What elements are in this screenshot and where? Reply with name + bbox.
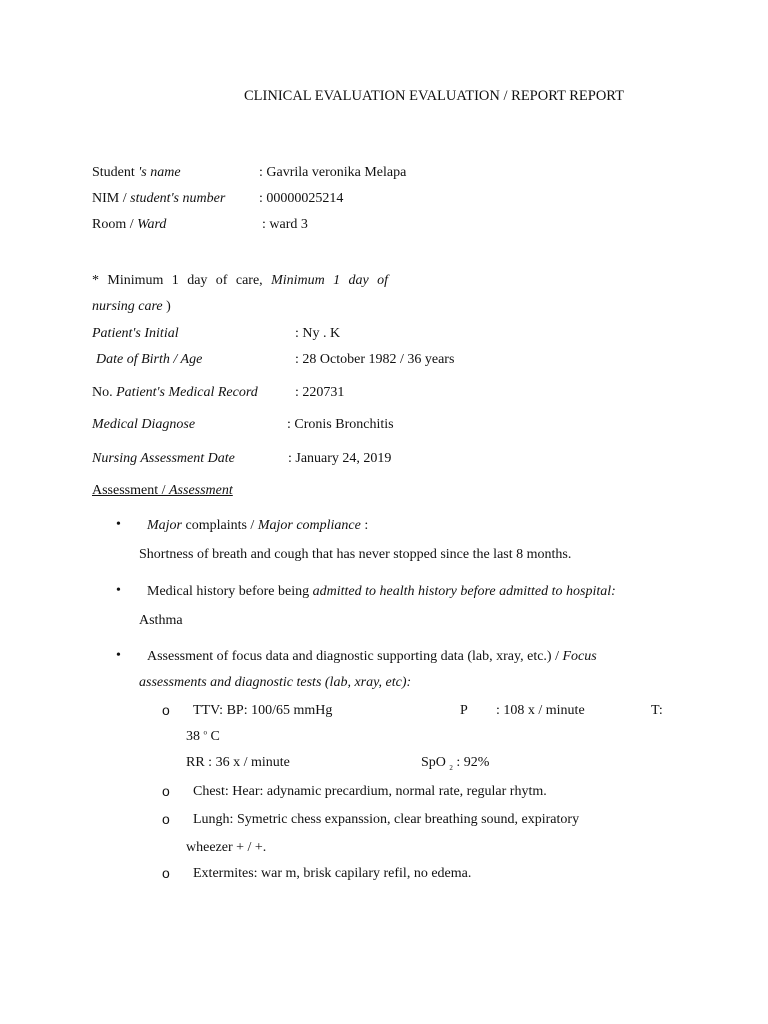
dob-label: Date of Birth / Age [96,352,203,367]
label-colon: : [360,518,369,533]
care-italic: nursing care [92,299,163,314]
sub-bullet-icon: o [162,783,170,799]
label-italic: student's number [130,191,226,206]
heading-italic: Assessment [169,483,233,498]
label-italic: Major compliance [257,518,361,533]
care-minimum-line1 [92,273,388,289]
label-italic: Focus [562,649,597,664]
temp-number: 38 [186,729,200,744]
label-italic: 's name [138,165,181,180]
lung-finding: Lungh: Symetric chess expanssion, clear breathing sound, expiratory [193,812,580,827]
spo-label: SpO [421,755,446,770]
student-name-label [92,164,181,182]
care-plain: * Minimum 1 day of care, [92,273,272,288]
student-name-value: : Gavrila veronika Melapa [259,165,407,180]
assessment-heading [92,482,233,500]
major-complaints-text: Shortness of breath and cough that has never stopped since the last 8 months. [139,547,572,562]
chest-finding: Chest: Hear: adynamic precardium, normal rate, regular rhytm. [193,784,547,799]
student-number-value: : 00000025214 [259,191,344,206]
sub-bullet-icon: o [162,702,170,718]
focus-assessment-label [147,648,597,666]
care-minimum-line2 [92,298,171,316]
bullet-icon: • [116,648,121,663]
heading-plain: Assessment / [92,483,169,498]
ttv-pulse-label: P [460,703,468,718]
spo-value: : 92% [452,755,490,770]
ttv-temp-value [186,728,220,746]
label-italic: Major [147,518,182,533]
care-italic: Minimum 1 day of [271,273,389,288]
focus-assessment-label-cont: assessments and diagnostic tests (lab, xray, etc): [139,675,412,690]
medical-diagnose-value: : Cronis Bronchitis [287,417,394,432]
label-plain: Room / [92,217,138,232]
label-plain: NIM / [92,191,131,206]
ttv-spo2 [421,754,489,772]
ttv-temp-label: T: [651,703,663,718]
room-value: : ward 3 [262,217,308,232]
temp-unit: C [210,729,220,744]
patient-initial-value: : Ny . K [295,326,341,341]
label-plain: Student [92,165,139,180]
lung-finding-cont: wheezer + / +. [186,840,267,855]
dob-value: : 28 October 1982 / 36 years [295,352,455,367]
label-plain: Medical history before being [147,584,313,599]
degree-superscript: o [203,728,207,737]
label-italic: admitted to health history before admitted to hospital: [312,584,616,599]
patient-initial-label: Patient's Initial [92,326,179,341]
major-complaints-label [147,517,368,535]
student-number-label [92,190,225,208]
label-italic: Ward [137,217,167,232]
label-plain: complaints / [182,518,258,533]
spo-subscript: 2 [449,763,453,772]
sub-bullet-icon: o [162,811,170,827]
assessment-date-label: Nursing Assessment Date [92,451,235,466]
medical-diagnose-label: Medical Diagnose [92,417,196,432]
medical-history-text: Asthma [139,613,183,628]
assessment-date-value: : January 24, 2019 [288,451,392,466]
label-italic: Patient's Medical Record [116,385,258,400]
ttv-rr: RR : 36 x / minute [186,755,290,770]
room-label [92,216,166,234]
medical-record-label [92,384,258,402]
ttv-bp: TTV: BP: 100/65 mmHg [193,703,333,718]
medical-history-label [147,583,616,601]
sub-bullet-icon: o [162,865,170,881]
ttv-pulse-value: : 108 x / minute [496,703,585,718]
label-plain: No. [92,385,117,400]
care-plain: ) [162,299,171,314]
document-title: CLINICAL EVALUATION EVALUATION / REPORT REPORT [244,88,624,104]
label-plain: Assessment of focus data and diagnostic supporting data (lab, xray, etc.) / [147,649,563,664]
medical-record-value: : 220731 [295,385,345,400]
bullet-icon: • [116,517,121,532]
extremities-finding: Extermites: war m, brisk capilary refil, no edema. [193,866,472,881]
bullet-icon: • [116,583,121,598]
